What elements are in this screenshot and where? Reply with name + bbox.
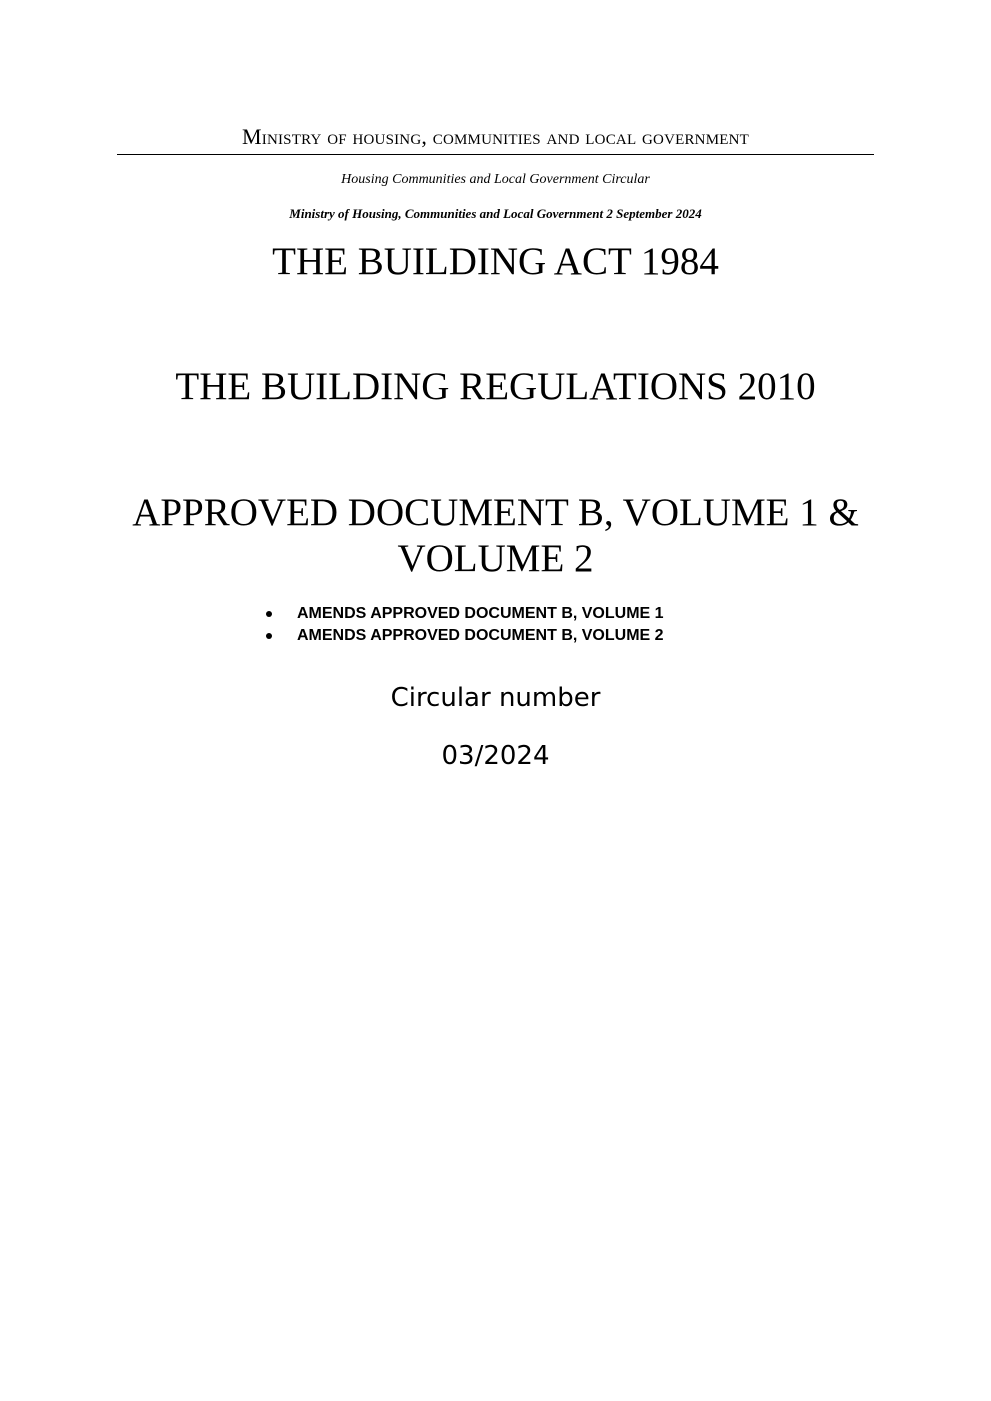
title-approved-document: APPROVED DOCUMENT B, VOLUME 1 & VOLUME 2 — [132, 491, 859, 580]
circular-type: Housing Communities and Local Government Circular — [341, 172, 650, 187]
title-building-regulations: THE BUILDING REGULATIONS 2010 — [175, 365, 816, 408]
circular-number-value: 03/2024 — [441, 741, 550, 771]
heading-rule — [117, 154, 874, 155]
amendment-text: AMENDS APPROVED DOCUMENT B, VOLUME 1 — [297, 605, 664, 622]
circular-number-label: Circular number — [390, 683, 601, 713]
amendment-text: AMENDS APPROVED DOCUMENT B, VOLUME 2 — [297, 627, 664, 644]
list-item — [266, 625, 664, 647]
ministry-heading: Ministry of housing, communities and local government — [242, 124, 749, 149]
amendments-list — [266, 603, 664, 647]
issuer-date: Ministry of Housing, Communities and Local Government 2 September 2024 — [289, 206, 702, 221]
list-item — [266, 603, 664, 625]
bullet-icon — [266, 611, 272, 617]
bullet-icon — [266, 633, 272, 639]
title-building-act: THE BUILDING ACT 1984 — [272, 240, 719, 283]
